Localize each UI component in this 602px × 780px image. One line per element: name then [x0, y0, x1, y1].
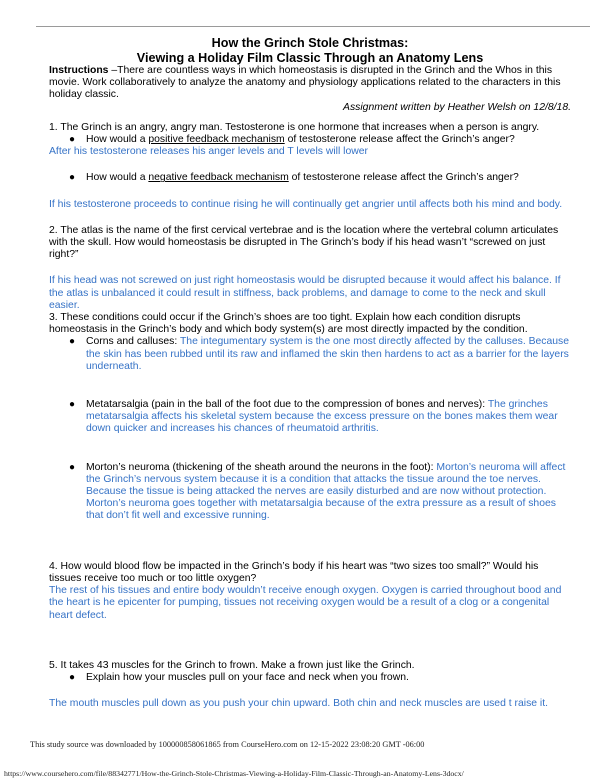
q1-bullet-a: ● How would a positive feedback mechanism of testosterone release affect the Grinch’s anger?	[69, 134, 515, 146]
assignment-credit: Assignment written by Heather Welsh on 12/8/18.	[343, 101, 571, 113]
source-url[interactable]: https://www.coursehero.com/file/88342771/How-the-Grinch-Stole-Christmas-Viewing-a-Holiday-Film-Classic-Through-an-Anatomy-Lens-3docx/	[4, 769, 464, 778]
q5-bullet: ● Explain how your muscles pull on your face and neck when you frown.	[69, 671, 409, 683]
bullet-icon: ●	[69, 399, 76, 411]
question-3: 3. These conditions could occur if the Grinch’s shoes are too tight. Explain how each condition disrupts homeostasis in the Grinch’s body and which body system(s) are most directly impacted by the condition.	[49, 312, 528, 336]
question-4: 4. How would blood flow be impacted in the Grinch’s body if his heart was “two sizes too small?” Would his tissues receive too much or too little oxygen?	[49, 560, 539, 584]
q1-bullet-b: ● How would a negative feedback mechanism of testosterone release affect the Grinch’s anger?	[69, 172, 519, 184]
top-rule	[36, 26, 590, 27]
instructions	[49, 65, 571, 102]
bullet-icon: ●	[69, 336, 76, 348]
q3-item-metatarsalgia: ● Metatarsalgia (pain in the ball of the foot due to the compression of bones and nerves): The grinches metatarsalgia affects his skeletal system because the excess pressure on the bones makes them wear down quicker and increases his chances of rheumatoid arthritis.	[69, 399, 558, 435]
negative-feedback-term: negative feedback mechanism	[148, 172, 289, 184]
title-line-2: Viewing a Holiday Film Classic Through an Anatomy Lens	[136, 50, 484, 65]
q1-answer-b: If his testosterone proceeds to continue rising he will continually get angrier until affects both his mind and body.	[49, 198, 563, 210]
title-line-1: How the Grinch Stole Christmas:	[211, 36, 409, 50]
download-notice: This study source was downloaded by 100000858061865 from CourseHero.com on 12-15-2022 23:08:20 GMT -06:00	[30, 740, 425, 749]
bullet-icon: ●	[69, 461, 76, 473]
q5-answer: The mouth muscles pull down as you push your chin upward. Both chin and neck muscles are used t raise it.	[49, 698, 549, 710]
question-2: 2. The atlas is the name of the first cervical vertebrae and is the location where the vertebral column articulates with the skull. How would homeostasis be disrupted in The Grinch’s body if his head wasn’t “screwed on just right?”	[49, 224, 559, 261]
document-page	[49, 36, 571, 710]
q3-item-corns: ● Corns and calluses: The integumentary system is the one most directly affected by the calluses. Because the skin has been rubbed until its raw and inflamed the skin then hardens to act as a barrier for the layers underneath.	[69, 336, 570, 372]
q3-item-mortons-neuroma: ● Morton’s neuroma (thickening of the sheath around the neurons in the foot): Morton’s neuroma will affect the Grinch’s nervous system because it is a condition that attacks the tissue around the toe nerves. Because the tissue is being attacked the nerves are easily disturbed and are now without protection. Morton’s neuroma goes together with metatarsalgia because of the extra pressure as a result of shoes that don’t fit well and excessive running.	[69, 461, 566, 522]
q4-answer: The rest of his tissues and entire body wouldn’t receive enough oxygen. Oxygen is carried throughout bood and the heart is he epicenter for pumping, tissues not receiving oxygen would be a result of a clog or a congenital heart defect.	[49, 585, 562, 621]
q1-answer-a: After his testosterone releases his anger levels and T levels will lower	[49, 146, 368, 158]
instructions-text: –There are countless ways in which homeostasis is disrupted in the Grinch and the Whos in this movie. Work collaboratively to analyze the anatomy and physiology applications related to the characters in this holiday classic.	[49, 65, 561, 101]
positive-feedback-term: positive feedback mechanism	[148, 134, 285, 146]
bullet-icon: ●	[69, 671, 76, 683]
bullet-icon: ●	[69, 172, 76, 184]
question-5: 5. It takes 43 muscles for the Grinch to frown. Make a frown just like the Grinch.	[49, 659, 415, 671]
instructions-label: Instructions	[49, 65, 109, 76]
q2-answer: If his head was not screwed on just right homeostasis would be disrupted because it would affect his balance. If the atlas is unbalanced it could result in stiffness, back problems, and damage to come to the neck and skull easier.	[49, 275, 561, 311]
question-1: 1. The Grinch is an angry, angry man. Testosterone is one hormone that increases when a person is angry.	[49, 121, 540, 133]
document-title	[49, 36, 571, 65]
bullet-icon: ●	[69, 134, 76, 146]
